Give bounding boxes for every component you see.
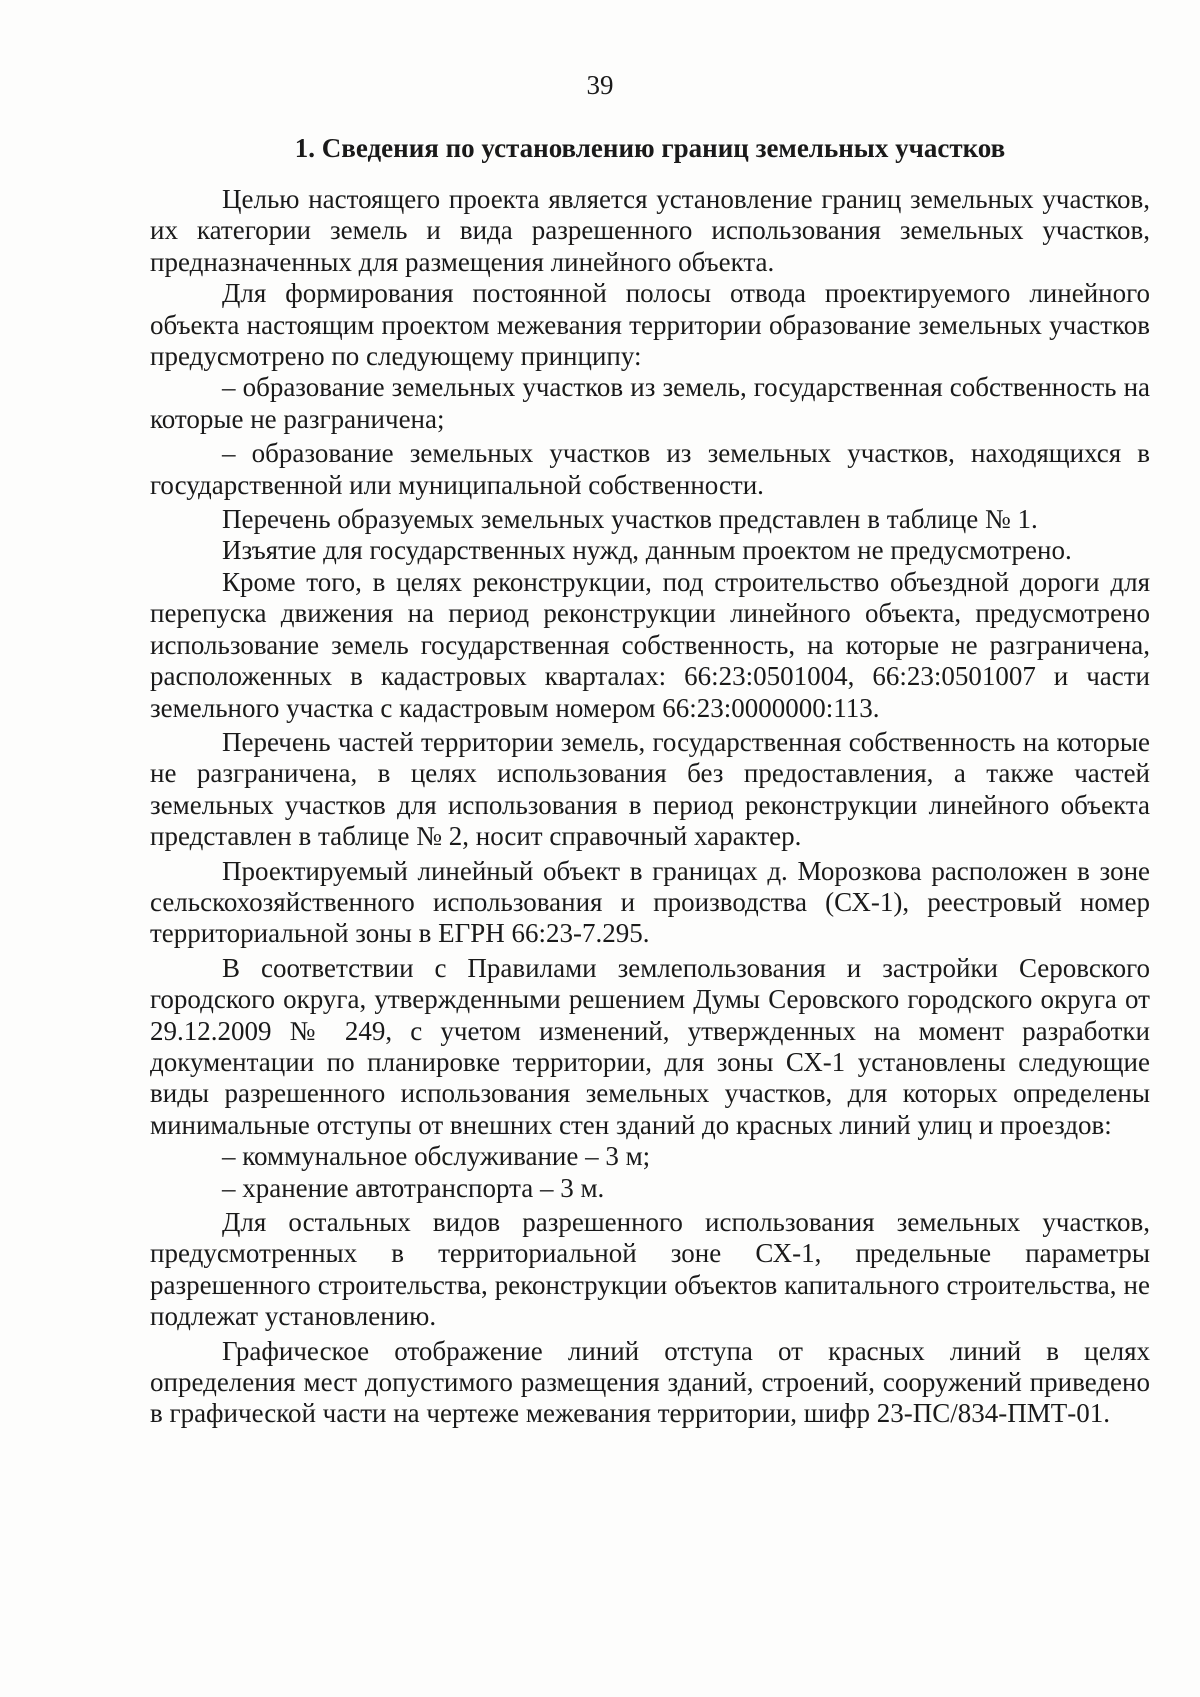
paragraph-no-seizure: Изъятие для государственных нужд, данным проектом не предусмотрено.	[222, 535, 1072, 566]
paragraph-table-1-reference: Перечень образуемых земельных участков представлен в таблице № 1.	[222, 504, 1038, 535]
paragraph-table-2-reference: Перечень частей территории земель, государственная собственность на которые не разграничена, в целях использования без предоставления, а также частей земельных участков для использования в период реконструкции линейного объекта представлен в таблице № 2, носит справочный характер.	[150, 726, 1150, 852]
paragraph-purpose: Целью настоящего проекта является установление границ земельных участков, их категории земель и вида разрешенного использования земельных участков, предназначенных для размещения линейного объекта.	[150, 184, 1150, 277]
list-item-communal-service: – коммунальное обслуживание – 3 м;	[222, 1141, 651, 1172]
paragraph-bypass-road: Кроме того, в целях реконструкции, под строительство объездной дороги для перепуска движения на период реконструкции линейного объекта, предусмотрено использование земель государственная собственность, на которые не разграничена, расположенных в кадастровых кварталах: 66:23:0501004, 66:23:0501007 и части земельного участка с кадастровым номером 66:23:0000000:113.	[150, 566, 1150, 723]
paragraph-land-use-rules: В соответствии с Правилами землепользования и застройки Серовского городского округа, утвержденными решением Думы Серовского городского округа от 29.12.2009 № 249, с учетом изменений, утвержденных на момент разработки документации по планировке территории, для зоны СХ-1 установлены следующие виды разрешенного использования земельных участков, для которых определены минимальные отступы от внешних стен зданий до красных линий улиц и проездов:	[150, 952, 1150, 1140]
paragraph-zone-location: Проектируемый линейный объект в границах д. Морозкова расположен в зоне сельскохозяйственного использования и производства (СХ-1), реестровый номер территориальной зоны в ЕГРН 66:23-7.295.	[150, 855, 1150, 949]
paragraph-graphic-display: Графическое отображение линий отступа от красных линий в целях определения мест допустимого размещения зданий, строений, сооружений приведено в графической части на чертеже межевания территории, шифр 23-ПС/834-ПМТ-01.	[150, 1335, 1150, 1429]
list-item-state-land: – образование земельных участков из земель, государственная собственность на которые не разграничена;	[150, 372, 1150, 434]
paragraph-formation-principle: Для формирования постоянной полосы отвода проектируемого линейного объекта настоящим проектом межевания территории образование земельных участков предусмотрено по следующему принципу:	[150, 278, 1150, 372]
list-item-municipal-land: – образование земельных участков из земельных участков, находящихся в государственной или муниципальной собственности.	[150, 438, 1150, 500]
section-heading: 1. Сведения по установлению границ земельных участков	[294, 133, 1006, 163]
list-item-vehicle-storage: – хранение автотранспорта – 3 м.	[222, 1172, 605, 1203]
document-body	[150, 184, 1150, 1430]
paragraph-other-uses: Для остальных видов разрешенного использования земельных участков, предусмотренных в территориальной зоне СХ-1, предельные параметры разрешенного строительства, реконструкции объектов капитального строительства, не подлежат установлению.	[150, 1207, 1150, 1332]
page-number: 39	[586, 70, 614, 100]
